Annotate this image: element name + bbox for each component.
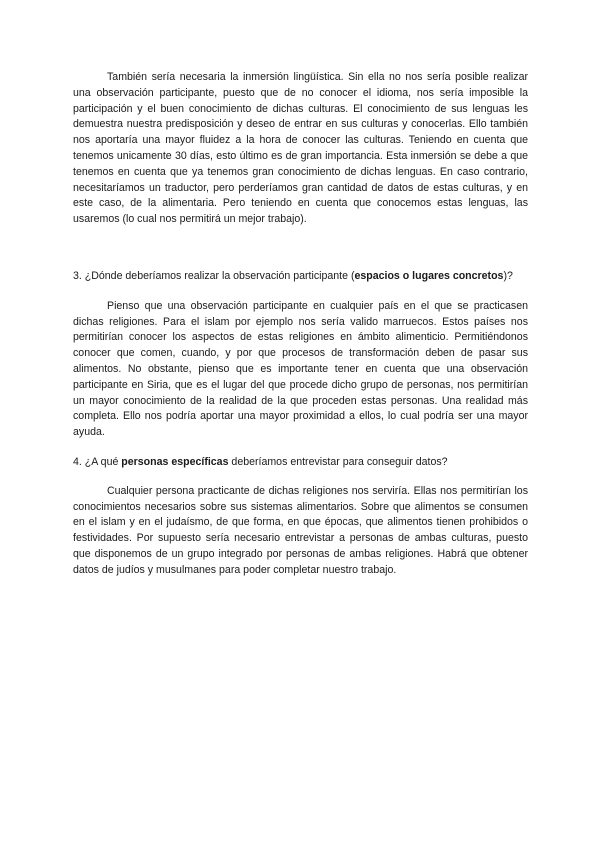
question-3 xyxy=(73,269,528,285)
question-3-suffix: )? xyxy=(503,269,513,282)
document-body xyxy=(73,70,528,579)
question-4-prefix: 4. ¿A qué xyxy=(73,455,122,468)
question-3-prefix: 3. ¿Dónde deberíamos realizar la observación participante ( xyxy=(73,269,355,282)
question-4-suffix: deberíamos entrevistar para conseguir datos? xyxy=(228,455,448,468)
question-4 xyxy=(73,455,528,471)
paragraph-linguistic-immersion: También sería necesaria la inmersión lingüística. Sin ella no nos sería posible realizar una observación participante, puesto que de no conocer el idioma, nos sería imposible la participación y el buen conocimiento de dichas culturas. El conocimiento de sus lenguas les demuestra nuestra predisposición y deseo de entrar en sus culturas y conocerlas. Ello también nos aportaría una mayor fluidez a la hora de conocer las culturas. Teniendo en cuenta que tenemos unicamente 30 días, esto último es de gran importancia. Esta inmersión se debe a que tenemos en cuenta que ya tenemos gran conocimiento de dichas lenguas. En caso contrario, necesitaríamos un traductor, pero perderíamos gran cantidad de datos de estas culturas, y en este caso, de la alimentaria. Pero teniendo en cuenta que conocemos estas lenguas, las usaremos (lo cual nos permitirá un mejor trabajo). xyxy=(73,71,528,226)
paragraph-observation-places: Pienso que una observación participante en cualquier país en el que se practicasen dichas religiones. Para el islam por ejemplo nos sería valido marruecos. Estos países nos permitirían conocer los aspectos de estas religiones en ámbito alimenticio. Permitiéndonos conocer que comen, cuando, y por que procesos de transformación deben de pasar sus alimentos. No obstante, pienso que es importante tener en cuenta que una observación participante en Siria, que es el lugar del que procede dicho grupo de personas, nos permitirían un mayor conocimiento de la realidad de la que proceden estas personas. Una realidad más completa. Ello nos podría aportar una mayor proximidad a ellos, lo cual podría ser una mayor ayuda. xyxy=(73,299,528,439)
paragraph-interview-subjects: Cualquier persona practicante de dichas religiones nos serviría. Ellas nos permitirían los conocimientos necesarios sobre sus sistemas alimentarios. Sobre que alimentos se consumen en el islam y en el judaísmo, de que forma, en que épocas, que alimentos tienen prohibidos o festividades. Por supuesto sería necesario entrevistar a personas de ambas culturas, puesto que disponemos de un grupo integrado por personas de ambas religiones. Habrá que obtener datos de judíos y musulmanes para poder completar nuestro trabajo. xyxy=(73,484,528,576)
question-3-bold: espacios o lugares concretos xyxy=(354,269,504,282)
question-4-bold: personas específicas xyxy=(121,455,229,468)
